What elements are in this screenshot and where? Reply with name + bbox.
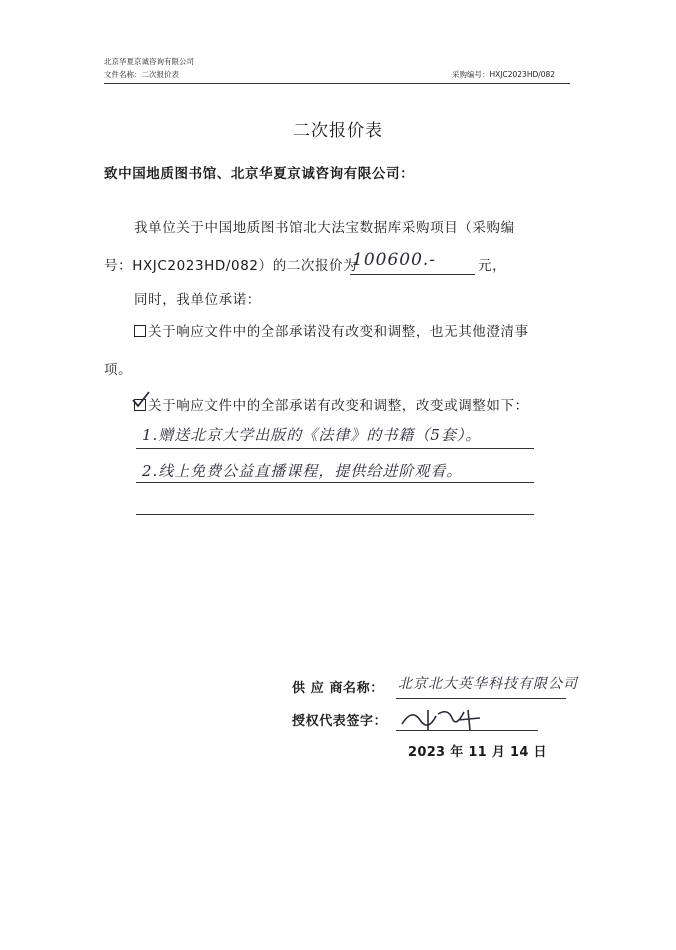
price-underline [350, 274, 475, 275]
option1-text: 关于响应文件中的全部承诺没有改变和调整，也无其他澄清事 [148, 324, 529, 340]
price-handwritten: 100600.- [352, 250, 437, 270]
para1-line2-prefix: 号：HXJC2023HD/082）的二次报价为 [104, 258, 358, 274]
change-line-2 [136, 482, 534, 483]
option2-line [134, 396, 529, 416]
rep-label: 授权代表签字： [292, 714, 388, 729]
rep-underline [396, 730, 538, 731]
supplier-handwritten: 北京北大英华科技有限公司 [398, 676, 578, 692]
header-doc-name: 文件名称：二次报价表 [104, 70, 179, 79]
checkmark-icon [131, 390, 151, 410]
supplier-underline [396, 698, 566, 699]
change-item-1: 1.赠送北京大学出版的《法律》的书籍（5套）。 [142, 426, 482, 444]
option1-line1 [134, 322, 529, 342]
para1-line2-suffix: 元， [478, 258, 507, 274]
option2-text: 关于响应文件中的全部承诺有改变和调整，改变或调整如下： [148, 398, 529, 414]
commit-intro: 同时，我单位承诺： [134, 292, 261, 308]
change-item-2: 2.线上免费公益直播课程，提供给进阶观看。 [142, 462, 463, 480]
option1-line2: 项。 [104, 362, 133, 378]
header-company: 北京华夏京诚咨询有限公司 [104, 57, 194, 66]
supplier-label: 供 应 商名称： [292, 681, 384, 696]
header-rule [104, 83, 570, 84]
header-proc-no: 采购编号：HXJC2023HD/082 [452, 70, 556, 79]
page-title: 二次报价表 [293, 121, 383, 141]
date: 2023 年 11 月 14 日 [408, 745, 547, 760]
option1-checkbox[interactable] [134, 325, 146, 337]
addressee: 致中国地质图书馆、北京华夏京诚咨询有限公司： [104, 166, 415, 182]
change-line-1 [136, 448, 534, 449]
para1-line1: 我单位关于中国地质图书馆北大法宝数据库采购项目（采购编 [134, 220, 515, 236]
change-line-3 [136, 514, 534, 515]
